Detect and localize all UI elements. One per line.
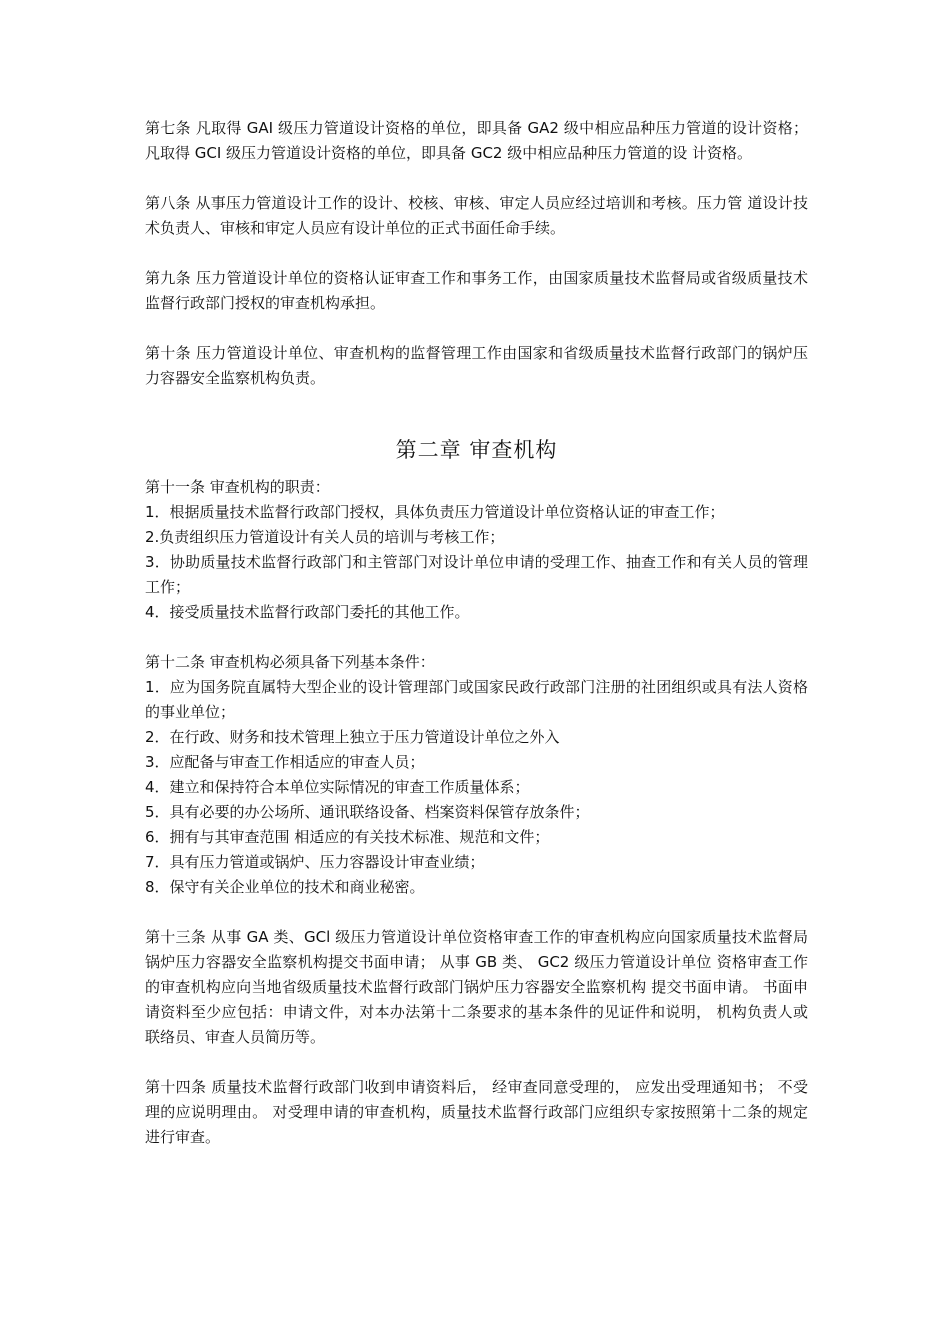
document-page	[145, 116, 808, 1150]
article-13: 第十三条 从事 GA 类、GCl 级压力管道设计单位资格审查工作的审查机构应向国家质量技术监督局锅炉压力容器安全监察机构提交书面申请； 从事 GB 类、 GC2 级压力管道设计单位 资格审查工作的审查机构应向当地省级质量技术监督行政部门锅炉压力容器安全监察机构 提交书面申请。 书面申请资料至少应包括：申请文件，对本办法第十二条要求的基本条件的见证件和说明， 机构负责人或联络员、审查人员简历等。	[145, 928, 808, 1046]
article-11-item: 1．根据质量技术监督行政部门授权，具体负责压力管道设计单位资格认证的审查工作；	[145, 503, 725, 521]
article-8: 第八条 从事压力管道设计工作的设计、校核、审核、审定人员应经过培训和考核。压力管 道设计技术负责人、审核和审定人员应有设计单位的正式书面任命手续。	[145, 194, 808, 237]
article-11-item: 4．接受质量技术监督行政部门委托的其他工作。	[145, 603, 470, 621]
article-12	[145, 650, 808, 900]
chapter-title: 第二章 审查机构	[395, 438, 558, 462]
article-11-item: 3．协助质量技术监督行政部门和主管部门对设计单位申请的受理工作、抽查工作和有关人员的管理工作；	[145, 553, 808, 596]
article-12-item: 7．具有压力管道或锅炉、压力容器设计审查业绩；	[145, 853, 485, 871]
article-12-item: 4．建立和保持符合本单位实际情况的审查工作质量体系；	[145, 778, 530, 796]
article-12-item: 5．具有必要的办公场所、通讯联络设备、档案资料保管存放条件；	[145, 803, 590, 821]
article-11	[145, 475, 808, 625]
article-12-item: 2．在行政、财务和技术管理上独立于压力管道设计单位之外入	[145, 728, 560, 746]
article-14: 第十四条 质量技术监督行政部门收到申请资料后， 经审查同意受理的， 应发出受理通知书； 不受理的应说明理由。 对受理申请的审查机构，质量技术监督行政部门应组织专家按照第十二条的规定进行审查。	[145, 1078, 808, 1146]
article-12-item: 6．拥有与其审查范围 相适应的有关技术标准、规范和文件；	[145, 828, 550, 846]
article-12-heading: 第十二条 审查机构必须具备下列基本条件：	[145, 653, 435, 671]
article-11-heading: 第十一条 审查机构的职责：	[145, 478, 330, 496]
article-10: 第十条 压力管道设计单位、审查机构的监督管理工作由国家和省级质量技术监督行政部门的锅炉压力容器安全监察机构负责。	[145, 344, 808, 387]
article-12-item: 3．应配备与审查工作相适应的审查人员；	[145, 753, 425, 771]
article-12-item: 8．保守有关企业单位的技术和商业秘密。	[145, 878, 425, 896]
article-7: 第七条 凡取得 GAI 级压力管道设计资格的单位，即具备 GA2 级中相应品种压力管道的设计资格；凡取得 GCI 级压力管道设计资格的单位，即具备 GC2 级中相应品种压力管道的设 计资格。	[145, 119, 808, 162]
article-11-item: 2.负责组织压力管道设计有关人员的培训与考核工作；	[145, 528, 505, 546]
article-9: 第九条 压力管道设计单位的资格认证审查工作和事务工作，由国家质量技术监督局或省级质量技术监督行政部门授权的审查机构承担。	[145, 269, 808, 312]
article-12-item: 1．应为国务院直属特大型企业的设计管理部门或国家民政行政部门注册的社团组织或具有法人资格的事业单位；	[145, 678, 808, 721]
